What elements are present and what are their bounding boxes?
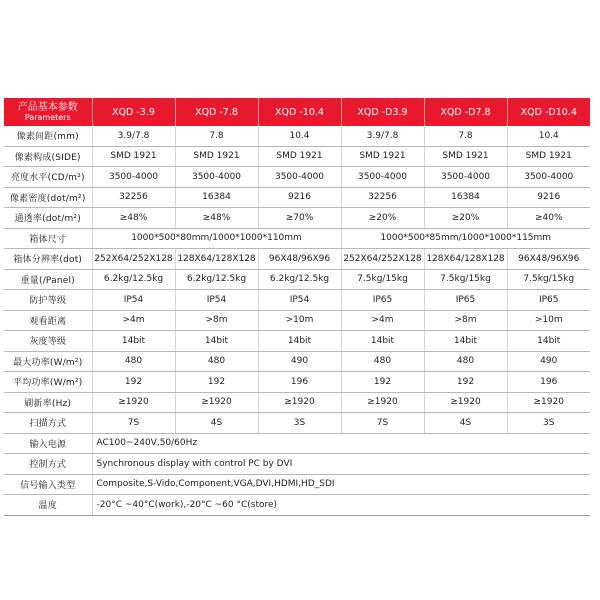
row-label: 温度 xyxy=(4,495,92,516)
row-resolution xyxy=(4,249,590,270)
cell: ≥1920 xyxy=(175,392,258,413)
cell: 10.4 xyxy=(258,126,341,146)
cell: ≥40% xyxy=(507,208,590,229)
cell: SMD 1921 xyxy=(424,146,507,167)
row-label: 灰度等级 xyxy=(4,331,92,352)
row-label: 扫描方式 xyxy=(4,413,92,434)
cell: 14bit xyxy=(424,331,507,352)
row-label: 像素密度(dot/m²) xyxy=(4,187,92,208)
table-title-cn: 产品基本参数 xyxy=(17,102,78,113)
cell: >10m xyxy=(258,310,341,331)
cell: 7S xyxy=(341,413,424,434)
cell: 3500-4000 xyxy=(92,167,175,188)
row-temperature xyxy=(4,495,590,516)
cell: 6.2kg/12.5kg xyxy=(175,269,258,290)
model-header: XQD -10.4 xyxy=(258,98,341,126)
parameters-table xyxy=(4,98,590,516)
table-title xyxy=(4,98,92,126)
row-label: 控制方式 xyxy=(4,454,92,475)
cell: IP54 xyxy=(92,290,175,311)
cell: SMD 1921 xyxy=(92,146,175,167)
table-title-en: Parameters xyxy=(24,113,71,122)
cell: IP65 xyxy=(507,290,590,311)
row-label: 输入电源 xyxy=(4,433,92,454)
cell: 16384 xyxy=(424,187,507,208)
cell: 6.2kg/12.5kg xyxy=(92,269,175,290)
cell: ≥1920 xyxy=(341,392,424,413)
cell: 128X64/128X128 xyxy=(175,249,258,270)
cell: IP54 xyxy=(258,290,341,311)
cell: IP54 xyxy=(175,290,258,311)
row-label: 刷新率(Hz) xyxy=(4,392,92,413)
cell: ≥48% xyxy=(92,208,175,229)
cell: 14bit xyxy=(341,331,424,352)
cell: ≥70% xyxy=(258,208,341,229)
row-control-mode xyxy=(4,454,590,475)
cell: 3S xyxy=(258,413,341,434)
row-weight xyxy=(4,269,590,290)
cell: 192 xyxy=(92,372,175,393)
cell: 7.5kg/15kg xyxy=(507,269,590,290)
row-power-input xyxy=(4,433,590,454)
cell: 3.9/7.8 xyxy=(92,126,175,146)
cell: 9216 xyxy=(258,187,341,208)
cell: 4S xyxy=(175,413,258,434)
cell: 490 xyxy=(507,351,590,372)
cell: 96X48/96X96 xyxy=(258,249,341,270)
row-label: 箱体尺寸 xyxy=(4,228,92,249)
cell: 6.2kg/12.5kg xyxy=(258,269,341,290)
cell: >4m xyxy=(341,310,424,331)
row-label: 箱体分辨率(dot) xyxy=(4,249,92,270)
model-header: XQD -D10.4 xyxy=(507,98,590,126)
cell: 480 xyxy=(424,351,507,372)
cell: 3S xyxy=(507,413,590,434)
cell: ≥20% xyxy=(341,208,424,229)
cell: 7S xyxy=(92,413,175,434)
model-header: XQD -3.9 xyxy=(92,98,175,126)
row-brightness xyxy=(4,167,590,188)
cell: 14bit xyxy=(175,331,258,352)
cell: 3500-4000 xyxy=(507,167,590,188)
cell: 7.5kg/15kg xyxy=(341,269,424,290)
row-label: 重量(/Panel) xyxy=(4,269,92,290)
cell: 490 xyxy=(258,351,341,372)
cell: 3500-4000 xyxy=(341,167,424,188)
cell: SMD 1921 xyxy=(507,146,590,167)
cell: ≥1920 xyxy=(92,392,175,413)
cell: 3500-4000 xyxy=(424,167,507,188)
cell: 14bit xyxy=(258,331,341,352)
cell: >8m xyxy=(175,310,258,331)
row-label: 通透率(dot/m²) xyxy=(4,208,92,229)
row-signal-input xyxy=(4,474,590,495)
cell: 14bit xyxy=(92,331,175,352)
row-avg-power xyxy=(4,372,590,393)
cell: 252X64/252X128 xyxy=(341,249,424,270)
row-scan-mode xyxy=(4,413,590,434)
cell-span: 1000*500*85mm/1000*1000*115mm xyxy=(341,228,590,249)
model-header: XQD -D3.9 xyxy=(341,98,424,126)
cell: 32256 xyxy=(92,187,175,208)
cell: ≥48% xyxy=(175,208,258,229)
cell-span: -20°C ~40°C(work),-20°C ~60 °C(store) xyxy=(92,495,590,516)
cell: >4m xyxy=(92,310,175,331)
row-pixel-pitch xyxy=(4,126,590,146)
cell: 192 xyxy=(341,372,424,393)
row-label: 信号输入类型 xyxy=(4,474,92,495)
cell: SMD 1921 xyxy=(175,146,258,167)
cell: >8m xyxy=(424,310,507,331)
cell: SMD 1921 xyxy=(341,146,424,167)
cell: 480 xyxy=(92,351,175,372)
row-label: 亮度水平(CD/m²) xyxy=(4,167,92,188)
row-label: 观看距离 xyxy=(4,310,92,331)
cell: 252X64/252X128 xyxy=(92,249,175,270)
cell-span: Composite,S-Vido,Component,VGA,DVI,HDMI,HD_SDI xyxy=(92,474,590,495)
row-transmittance xyxy=(4,208,590,229)
row-refresh-rate xyxy=(4,392,590,413)
cell: 4S xyxy=(424,413,507,434)
model-header: XQD -D7.8 xyxy=(424,98,507,126)
cell: 96X48/96X96 xyxy=(507,249,590,270)
row-cabinet-size xyxy=(4,228,590,249)
cell: ≥1920 xyxy=(258,392,341,413)
row-label: 最大功率(W/m²) xyxy=(4,351,92,372)
cell: 7.8 xyxy=(175,126,258,146)
row-label: 防护等级 xyxy=(4,290,92,311)
cell: 480 xyxy=(175,351,258,372)
cell: IP65 xyxy=(341,290,424,311)
cell-span: 1000*500*80mm/1000*1000*110mm xyxy=(92,228,341,249)
cell: 10.4 xyxy=(507,126,590,146)
cell-span: Synchronous display with control PC by DVI xyxy=(92,454,590,475)
row-pixel-density xyxy=(4,187,590,208)
cell: 3500-4000 xyxy=(258,167,341,188)
row-max-power xyxy=(4,351,590,372)
cell: 192 xyxy=(175,372,258,393)
cell: 7.8 xyxy=(424,126,507,146)
cell-span: AC100~240V,50/60Hz xyxy=(92,433,590,454)
row-protection xyxy=(4,290,590,311)
cell: 3500-4000 xyxy=(175,167,258,188)
row-label: 像素间距(mm) xyxy=(4,126,92,146)
cell: 16384 xyxy=(175,187,258,208)
cell: IP65 xyxy=(424,290,507,311)
header-row xyxy=(4,98,590,126)
cell: 7.5kg/15kg xyxy=(424,269,507,290)
cell: 3.9/7.8 xyxy=(341,126,424,146)
cell: ≥1920 xyxy=(507,392,590,413)
cell: >10m xyxy=(507,310,590,331)
cell: ≥1920 xyxy=(424,392,507,413)
row-viewing-distance xyxy=(4,310,590,331)
row-pixel-config xyxy=(4,146,590,167)
cell: 480 xyxy=(341,351,424,372)
cell: SMD 1921 xyxy=(258,146,341,167)
row-grayscale xyxy=(4,331,590,352)
cell: 32256 xyxy=(341,187,424,208)
cell: 196 xyxy=(507,372,590,393)
row-label: 平均功率(W/m²) xyxy=(4,372,92,393)
cell: 196 xyxy=(258,372,341,393)
cell: 192 xyxy=(424,372,507,393)
cell: 9216 xyxy=(507,187,590,208)
cell: 128X64/128X128 xyxy=(424,249,507,270)
cell: ≥20% xyxy=(424,208,507,229)
cell: 14bit xyxy=(507,331,590,352)
model-header: XQD -7.8 xyxy=(175,98,258,126)
row-label: 像素构成(SIDE) xyxy=(4,146,92,167)
